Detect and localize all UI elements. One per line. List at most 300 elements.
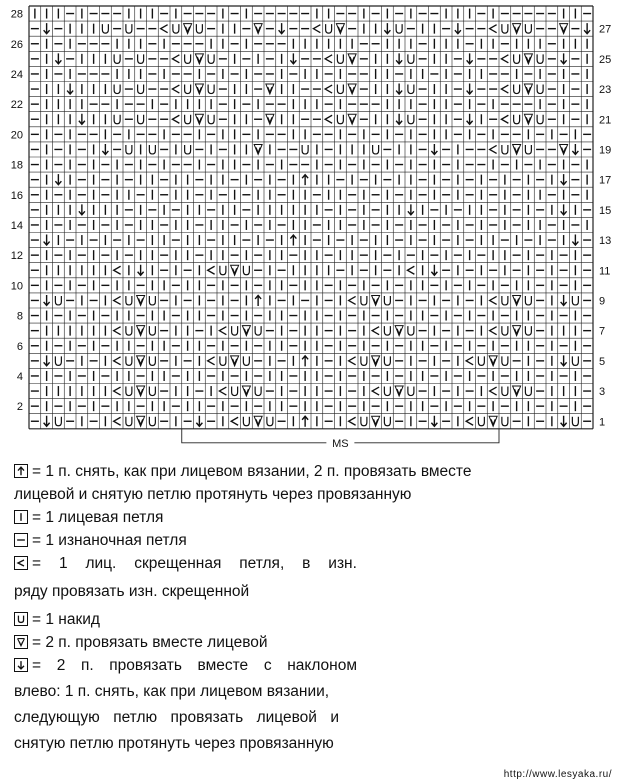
yarn-over-mark	[208, 115, 214, 124]
row-number-left: 28	[10, 8, 23, 21]
stitch-cell	[524, 84, 532, 94]
yarn-over-mark	[525, 326, 531, 335]
k2tog-mark	[137, 356, 145, 366]
k2tog-mark	[524, 114, 532, 124]
k2tog-mark	[137, 386, 145, 396]
ssk-mark	[561, 204, 567, 215]
twisted-mark	[501, 55, 508, 63]
legend-sl2tog-line1: = 1 п. снять, как при лицевом вязании, 2 п. провязать вместе	[32, 463, 472, 480]
sl2tog-psso-mark	[290, 235, 296, 246]
stitch-cell	[67, 84, 73, 95]
yarn-over-mark	[138, 85, 144, 94]
k2tog-mark	[195, 54, 203, 64]
row-number-right: 21	[599, 114, 612, 127]
yarn-over-mark	[114, 85, 120, 94]
k2tog-icon	[14, 635, 28, 649]
k2tog-mark	[489, 416, 497, 426]
stitch-cell	[149, 326, 155, 335]
stitch-cell	[561, 416, 567, 427]
twisted-mark	[161, 25, 168, 33]
stitch-cell	[489, 416, 497, 426]
stitch-cell	[502, 326, 508, 335]
stitch-cell	[502, 387, 508, 396]
row-number-left: 14	[10, 219, 23, 232]
ssk-mark	[396, 114, 402, 125]
row-number-left: 20	[10, 129, 23, 142]
stitch-cell	[126, 417, 132, 426]
stitch-cell	[114, 357, 121, 365]
yarn-over-mark	[572, 356, 578, 365]
k2tog-mark	[524, 54, 532, 64]
legend	[14, 460, 614, 755]
ssk-mark	[561, 416, 567, 427]
stitch-cell	[220, 356, 226, 365]
twisted-mark	[114, 266, 121, 274]
yarn-over-mark	[502, 387, 508, 396]
stitch-cell	[114, 85, 120, 94]
stitch-cell	[231, 417, 238, 425]
stitch-cell	[55, 417, 61, 426]
legend-twisted	[14, 552, 614, 575]
stitch-cell	[431, 265, 437, 276]
stitch-cell	[232, 326, 238, 335]
yarn-over-mark	[126, 417, 132, 426]
stitch-cell	[302, 416, 308, 427]
yarn-over-mark	[185, 85, 191, 94]
stitch-cell	[172, 85, 179, 93]
stitch-cell	[349, 357, 356, 365]
yarn-over-mark	[55, 417, 61, 426]
purl-icon	[14, 533, 28, 547]
yarn-over-mark	[514, 85, 520, 94]
stitch-cell	[513, 326, 521, 336]
yarn-over-mark	[361, 417, 367, 426]
ssk-mark	[44, 355, 50, 366]
yarn-over-mark	[384, 296, 390, 305]
stitch-cell	[361, 296, 367, 305]
ssk-mark	[102, 144, 108, 155]
row-number-left: 6	[16, 340, 23, 353]
k2tog-mark	[372, 356, 380, 366]
k2tog-mark	[254, 416, 262, 426]
stitch-cell	[254, 416, 262, 426]
stitch-cell	[208, 357, 215, 365]
row-number-right: 13	[599, 235, 612, 248]
yarn-over-mark	[126, 296, 132, 305]
stitch-cell	[431, 144, 437, 155]
k2tog-mark	[395, 386, 403, 396]
legend-sl2tog-psso	[14, 460, 614, 483]
ssk-mark	[561, 355, 567, 366]
stitch-cell	[114, 417, 121, 425]
ssk-mark	[396, 53, 402, 64]
k2tog-mark	[372, 295, 380, 305]
row-number-left: 2	[16, 401, 23, 414]
stitch-cell	[395, 326, 403, 336]
stitch-cell	[502, 356, 508, 365]
ssk-word: петлю	[113, 709, 158, 726]
stitch-cell	[231, 356, 239, 366]
stitch-cell	[337, 54, 343, 63]
stitch-cell	[185, 85, 191, 94]
stitch-cell	[267, 417, 273, 426]
ssk-mark	[431, 416, 437, 427]
row-number-left: 24	[10, 68, 23, 81]
k2tog-mark	[560, 24, 568, 34]
yarn-over-mark	[408, 85, 414, 94]
ssk-word: и	[330, 709, 339, 726]
ssk-mark	[67, 84, 73, 95]
stitch-cell	[572, 144, 578, 155]
yarn-over-mark	[138, 54, 144, 63]
sl2tog-psso-mark	[302, 175, 308, 186]
twisted-mark	[219, 387, 226, 395]
legend-knit-text: = 1 лицевая петля	[32, 509, 164, 526]
ssk-mark	[467, 53, 473, 64]
stitch-cell	[489, 356, 497, 366]
yarn-over-mark	[525, 145, 531, 154]
stitch-cell	[172, 55, 179, 63]
twisted-mark	[490, 25, 497, 33]
twisted-word: петля,	[239, 555, 285, 572]
ssk-mark	[44, 416, 50, 427]
stitch-cell	[513, 295, 521, 305]
k2tog-mark	[560, 144, 568, 154]
yarn-over-mark	[126, 356, 132, 365]
stitch-cell	[266, 84, 274, 94]
row-number-right: 5	[599, 355, 606, 368]
stitch-cell	[255, 295, 261, 306]
k2tog-mark	[489, 356, 497, 366]
stitch-cell	[137, 386, 145, 396]
stitch-cell	[220, 266, 226, 275]
stitch-cell	[502, 24, 508, 33]
yarn-over-mark	[572, 296, 578, 305]
yarn-over-mark	[396, 24, 402, 33]
twisted-mark	[219, 327, 226, 335]
stitch-cell	[114, 327, 121, 335]
twisted-mark	[466, 417, 473, 425]
k2tog-mark	[231, 356, 239, 366]
legend-yarn-over	[14, 608, 614, 631]
twisted-word: 1	[58, 555, 68, 572]
stitch-cell	[243, 356, 249, 365]
stitch-cell	[325, 85, 332, 93]
stitch-cell	[290, 235, 296, 246]
twisted-mark	[208, 357, 215, 365]
twisted-mark	[466, 357, 473, 365]
stitch-cell	[195, 114, 203, 124]
stitch-cell	[514, 85, 520, 94]
stitch-cell	[44, 235, 50, 246]
k2tog-mark	[195, 114, 203, 124]
stitch-cell	[384, 387, 390, 396]
yarn-over-mark	[525, 24, 531, 33]
yarn-over-mark	[408, 387, 414, 396]
twisted-mark	[114, 387, 121, 395]
k2tog-mark	[524, 84, 532, 94]
yarn-over-mark	[514, 54, 520, 63]
stitch-cell	[408, 326, 414, 335]
ssk-mark	[44, 295, 50, 306]
stitch-cell	[138, 54, 144, 63]
stitch-cell	[137, 416, 145, 426]
k2tog-mark	[372, 416, 380, 426]
ssk-word: лицевой	[256, 709, 317, 726]
stitch-cell	[501, 115, 508, 123]
legend-ssk-line2: влево: 1 п. снять, как при лицевом вязании,	[14, 683, 330, 700]
stitch-cell	[185, 145, 191, 154]
yarn-over-mark	[149, 417, 155, 426]
stitch-cell	[114, 296, 121, 304]
ssk-mark	[55, 53, 61, 64]
stitch-cell	[102, 24, 108, 33]
yarn-over-mark	[185, 54, 191, 63]
stitch-cell	[560, 144, 568, 154]
stitch-cell	[114, 266, 121, 274]
stitch-cell	[137, 356, 145, 366]
stitch-cell	[525, 387, 531, 396]
stitch-cell	[55, 356, 61, 365]
twisted-mark	[490, 145, 497, 153]
row-number-right: 1	[599, 416, 606, 429]
stitch-cell	[502, 145, 508, 154]
stitch-cell	[372, 327, 379, 335]
yarn-over-mark	[149, 326, 155, 335]
yarn-over-mark	[243, 417, 249, 426]
stitch-cell	[254, 144, 262, 154]
legend-twisted-line2: ряду провязать изн. скрещенной	[14, 583, 250, 600]
stitch-cell	[561, 355, 567, 366]
twisted-mark	[114, 296, 121, 304]
stitch-cell	[513, 386, 521, 396]
twisted-mark	[208, 266, 215, 274]
twisted-word: скрещенная	[134, 555, 222, 572]
k2tog-mark	[513, 386, 521, 396]
yarn-over-mark	[126, 326, 132, 335]
stitch-cell	[126, 145, 132, 154]
row-number-right: 3	[599, 386, 606, 399]
twisted-mark	[501, 85, 508, 93]
yarn-over-mark	[138, 115, 144, 124]
yarn-over-mark	[243, 266, 249, 275]
yarn-over-mark	[149, 145, 155, 154]
stitch-cell	[149, 296, 155, 305]
legend-ssk-line3-row	[14, 706, 614, 729]
ssk-word: п.	[80, 657, 94, 674]
stitch-cell	[232, 387, 238, 396]
row-number-right: 27	[599, 23, 612, 36]
yarn-over-mark	[572, 417, 578, 426]
stitch-cell	[396, 53, 402, 64]
twisted-mark	[325, 115, 332, 123]
twisted-word: изн.	[328, 555, 357, 572]
stitch-cell	[126, 356, 132, 365]
stitch-cell	[361, 356, 367, 365]
k2tog-mark	[137, 295, 145, 305]
stitch-cell	[572, 296, 578, 305]
stitch-cell	[349, 417, 356, 425]
yarn-over-mark	[373, 145, 379, 154]
stitch-cell	[524, 54, 532, 64]
twisted-mark	[407, 266, 414, 274]
yarn-over-mark	[537, 115, 543, 124]
stitch-cell	[490, 145, 497, 153]
twisted-mark	[349, 417, 356, 425]
twisted-mark	[114, 417, 121, 425]
yarn-over-mark	[149, 356, 155, 365]
yarn-over-mark	[255, 387, 261, 396]
yarn-over-mark	[337, 54, 343, 63]
stitch-cell	[372, 387, 379, 395]
ssk-mark	[55, 174, 61, 185]
yarn-over-mark	[208, 54, 214, 63]
yarn-over-mark	[102, 24, 108, 33]
yarn-over-mark	[384, 326, 390, 335]
stitch-cell	[44, 23, 50, 34]
stitch-cell	[384, 326, 390, 335]
knit-icon	[14, 510, 28, 524]
twisted-mark	[114, 327, 121, 335]
stitch-cell	[185, 54, 191, 63]
stitch-cell	[584, 23, 590, 34]
yarn-over-mark	[537, 85, 543, 94]
yarn-over-mark	[502, 24, 508, 33]
yarn-over-mark	[408, 54, 414, 63]
stitch-cell	[79, 204, 85, 215]
row-number-right: 23	[599, 84, 612, 97]
row-number-left: 8	[16, 310, 23, 323]
twisted-mark	[325, 55, 332, 63]
k2tog-mark	[231, 265, 239, 275]
twisted-mark	[313, 25, 320, 33]
twisted-mark	[490, 327, 497, 335]
ssk-word: провязать	[170, 709, 244, 726]
legend-yarn-over-text: = 1 накид	[32, 611, 100, 628]
stitch-cell	[55, 174, 61, 185]
yarn-over-mark	[220, 356, 226, 365]
legend-twisted-line1	[32, 552, 357, 575]
yarn-over-mark	[267, 417, 273, 426]
stitch-cell	[561, 204, 567, 215]
stitch-cell	[525, 296, 531, 305]
stitch-cell	[467, 53, 473, 64]
legend-k2tog	[14, 631, 614, 654]
stitch-cell	[313, 25, 320, 33]
twisted-mark	[372, 327, 379, 335]
ssk-word: =	[32, 657, 42, 674]
stitch-cell	[337, 85, 343, 94]
k2tog-mark	[348, 84, 356, 94]
twisted-mark	[231, 417, 238, 425]
ssk-mark	[467, 114, 473, 125]
twisted-mark	[490, 387, 497, 395]
stitch-cell	[513, 24, 521, 34]
yarn-over-mark	[502, 326, 508, 335]
stitch-cell	[336, 24, 344, 34]
stitch-cell	[467, 84, 473, 95]
stitch-cell	[361, 417, 367, 426]
yarn-over-mark	[502, 296, 508, 305]
stitch-cell	[572, 235, 578, 246]
stitch-cell	[455, 23, 461, 34]
yarn-over-mark	[408, 115, 414, 124]
stitch-cell	[384, 23, 390, 34]
stitch-cell	[502, 296, 508, 305]
stitch-cell	[408, 204, 414, 215]
yarn-over-mark	[525, 387, 531, 396]
stitch-cell	[266, 114, 274, 124]
stitch-cell	[195, 54, 203, 64]
ssk-mark	[196, 416, 202, 427]
row-number-right: 15	[599, 204, 612, 217]
yarn-over-mark	[337, 85, 343, 94]
row-number-left: 10	[10, 280, 23, 293]
yarn-over-mark	[126, 24, 132, 33]
row-number-right: 19	[599, 144, 612, 157]
k2tog-mark	[513, 326, 521, 336]
stitch-cell	[255, 326, 261, 335]
ssk-mark	[584, 23, 590, 34]
stitch-cell	[514, 54, 520, 63]
stitch-cell	[395, 386, 403, 396]
twisted-mark	[349, 296, 356, 304]
legend-sl2tog-line2-row	[14, 483, 614, 506]
stitch-cell	[537, 115, 543, 124]
k2tog-mark	[513, 144, 521, 154]
stitch-cell	[348, 54, 356, 64]
ms-label: MS	[332, 437, 349, 450]
stitch-cell	[537, 54, 543, 63]
k2tog-mark	[266, 114, 274, 124]
twisted-knit-icon	[14, 556, 28, 570]
sl2tog-psso-mark	[255, 295, 261, 306]
stitch-cell	[208, 115, 214, 124]
stitch-cell	[525, 145, 531, 154]
stitch-cell	[384, 356, 390, 365]
ssk-mark	[431, 144, 437, 155]
stitch-cell	[561, 174, 567, 185]
stitch-cell	[161, 25, 168, 33]
ssk-mark	[79, 204, 85, 215]
stitch-cell	[372, 356, 380, 366]
stitch-cell	[231, 265, 239, 275]
stitch-cell	[149, 145, 155, 154]
yarn-over-mark	[478, 356, 484, 365]
sl2tog-psso-mark	[302, 356, 308, 367]
k2tog-mark	[336, 24, 344, 34]
stitch-cell	[114, 115, 120, 124]
stitch-cell	[490, 296, 497, 304]
stitch-cell	[384, 296, 390, 305]
legend-knit	[14, 506, 614, 529]
stitch-cell	[137, 326, 145, 336]
yarn-over-mark	[185, 115, 191, 124]
yarn-over-icon	[14, 612, 28, 626]
stitch-cell	[408, 115, 414, 124]
ssk-icon	[14, 658, 28, 672]
twisted-mark	[490, 296, 497, 304]
stitch-cell	[348, 84, 356, 94]
k2tog-mark	[195, 84, 203, 94]
yarn-over-mark	[126, 145, 132, 154]
twisted-mark	[172, 55, 179, 63]
ssk-mark	[279, 23, 285, 34]
yarn-over-mark	[232, 326, 238, 335]
yarn-over-mark	[208, 85, 214, 94]
ssk-mark	[431, 265, 437, 276]
twisted-mark	[372, 387, 379, 395]
